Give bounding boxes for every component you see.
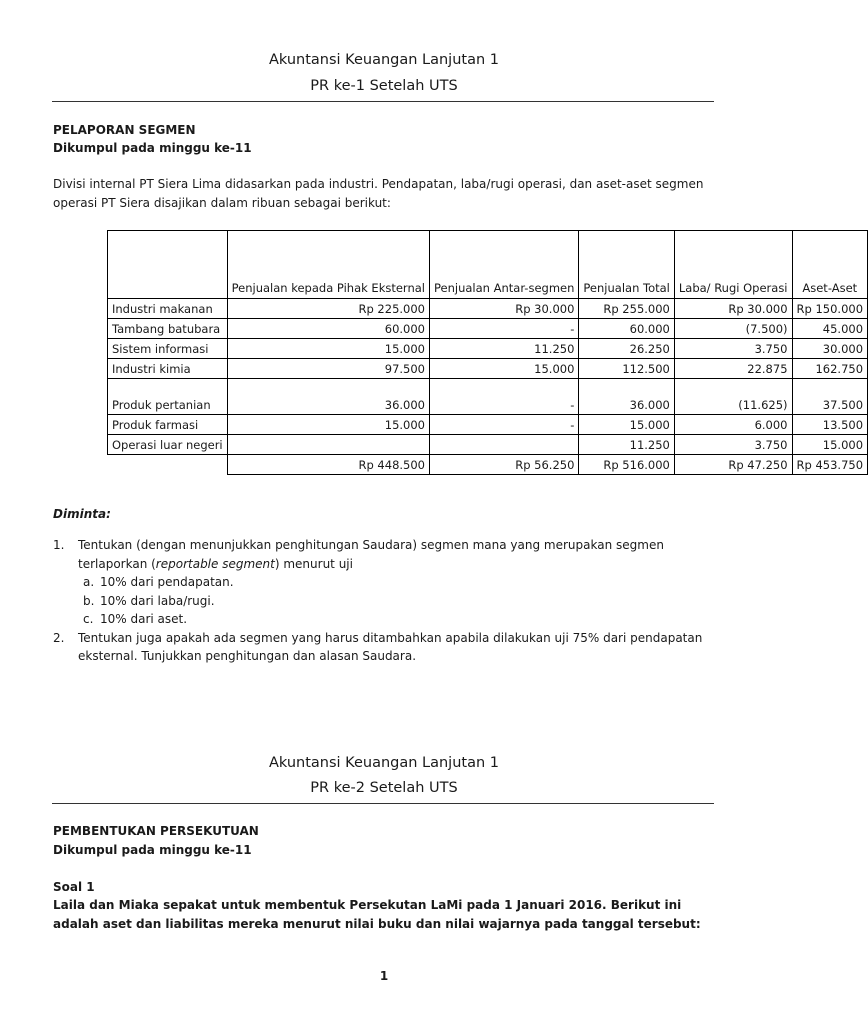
segment-table — [107, 230, 868, 475]
table-row — [108, 379, 868, 415]
section-heading-2: PEMBENTUKAN PERSEKUTUAN — [53, 824, 259, 838]
table-header-row — [108, 231, 868, 299]
table-header-cell — [579, 231, 674, 299]
table-cell: (7.500) — [674, 319, 792, 339]
table-cell: 15.000 — [579, 415, 674, 435]
header-external-sales: Penjualan kepada Pihak Eksternal — [231, 281, 425, 295]
table-total-row — [108, 455, 868, 475]
table-cell: 26.250 — [579, 339, 674, 359]
course-title-1: Akuntansi Keuangan Lanjutan 1 — [268, 52, 500, 68]
table-row — [108, 299, 868, 319]
table-cell: Rp 516.000 — [579, 455, 674, 475]
table-cell: Sistem informasi — [108, 339, 228, 359]
table-cell: Rp 448.500 — [227, 455, 429, 475]
table-cell — [430, 435, 579, 455]
table-cell — [108, 455, 228, 475]
header-intersegment-sales: Penjualan Antar-segmen — [434, 281, 575, 295]
table-cell: Rp 225.000 — [227, 299, 429, 319]
table-cell: 3.750 — [674, 435, 792, 455]
table-row — [108, 319, 868, 339]
table-cell: Rp 453.750 — [792, 455, 868, 475]
table-cell: Rp 30.000 — [430, 299, 579, 319]
table-cell: Produk pertanian — [108, 379, 228, 415]
table-cell: Rp 30.000 — [674, 299, 792, 319]
sub-label: c. — [83, 612, 94, 626]
due-note-2: Dikumpul pada minggu ke-11 — [53, 843, 252, 857]
table-cell: Tambang batubara — [108, 319, 228, 339]
course-title-2: Akuntansi Keuangan Lanjutan 1 — [268, 755, 500, 771]
question-1-sub-a — [83, 573, 713, 592]
table-header-cell — [227, 231, 429, 299]
diminta-label: Diminta: — [53, 507, 111, 521]
intro-paragraph: Divisi internal PT Siera Lima didasarkan pada industri. Pendapatan, laba/rugi operasi, dan aset-aset segmen operasi PT Siera disajikan dalam ribuan sebagai berikut: — [53, 177, 704, 210]
title-rule-2 — [52, 803, 714, 804]
table-cell: 60.000 — [227, 319, 429, 339]
table-cell: 11.250 — [579, 435, 674, 455]
table-cell — [227, 435, 429, 455]
table-cell: 36.000 — [227, 379, 429, 415]
hw-title-2: PR ke-2 Setelah UTS — [310, 780, 458, 796]
table-cell: 15.000 — [227, 415, 429, 435]
question-2 — [53, 629, 713, 666]
table-cell: 15.000 — [430, 359, 579, 379]
hw-title-1: PR ke-1 Setelah UTS — [310, 78, 458, 94]
table-row — [108, 359, 868, 379]
table-cell: - — [430, 379, 579, 415]
table-cell: 15.000 — [227, 339, 429, 359]
table-header-cell — [430, 231, 579, 299]
sub-text: 10% dari laba/rugi. — [100, 593, 215, 608]
table-header-cell — [108, 231, 228, 299]
table-row — [108, 415, 868, 435]
table-header-cell — [792, 231, 868, 299]
table-cell: Rp 47.250 — [674, 455, 792, 475]
page-number: 1 — [379, 969, 389, 983]
table-cell: 15.000 — [792, 435, 868, 455]
header-assets: Aset-Aset — [802, 281, 858, 295]
table-cell: - — [430, 319, 579, 339]
table-cell: 162.750 — [792, 359, 868, 379]
section-heading-1: PELAPORAN SEGMEN — [53, 123, 196, 137]
sub-text: 10% dari pendapatan. — [100, 575, 234, 589]
table-cell: 3.750 — [674, 339, 792, 359]
table-cell: Rp 56.250 — [430, 455, 579, 475]
table-cell: Rp 150.000 — [792, 299, 868, 319]
table-cell: Rp 255.000 — [579, 299, 674, 319]
question-list — [53, 536, 713, 666]
table-cell: 112.500 — [579, 359, 674, 379]
sub-label: a. — [83, 575, 95, 589]
table-cell: Operasi luar negeri — [108, 435, 228, 455]
question-text: Tentukan (dengan menunjukkan penghitungan Saudara) segmen mana yang merupakan segmen terlaporkan (reportable segment) menurut uji — [78, 538, 664, 571]
table-cell: - — [430, 415, 579, 435]
header-total-sales: Penjualan Total — [583, 281, 670, 295]
soal-text: Laila dan Miaka sepakat untuk membentuk Persekutan LaMi pada 1 Januari 2016. Berikut ini adalah aset dan liabilitas mereka menurut nilai buku dan nilai wajarnya pada tanggal tersebut: — [53, 898, 701, 931]
table-cell: Industri makanan — [108, 299, 228, 319]
table-cell: 60.000 — [579, 319, 674, 339]
table-cell: Produk farmasi — [108, 415, 228, 435]
table-cell: 97.500 — [227, 359, 429, 379]
header-operating-profit: Laba/ Rugi Operasi — [678, 281, 788, 295]
question-number: 2. — [53, 630, 65, 645]
question-1 — [53, 536, 713, 573]
due-note-1: Dikumpul pada minggu ke-11 — [53, 141, 252, 155]
table-cell: 37.500 — [792, 379, 868, 415]
table-header-cell — [674, 231, 792, 299]
title-rule-1 — [52, 101, 714, 102]
table-cell: (11.625) — [674, 379, 792, 415]
table-cell: 36.000 — [579, 379, 674, 415]
sub-label: b. — [83, 593, 95, 608]
question-number: 1. — [53, 538, 65, 552]
table-cell: 45.000 — [792, 319, 868, 339]
sub-text: 10% dari aset. — [100, 612, 188, 626]
table-cell: 22.875 — [674, 359, 792, 379]
table-cell: 6.000 — [674, 415, 792, 435]
question-1-sub-c — [83, 610, 713, 629]
table-cell: 11.250 — [430, 339, 579, 359]
question-1-sub-b — [83, 592, 713, 611]
table-cell: 13.500 — [792, 415, 868, 435]
question-text: Tentukan juga apakah ada segmen yang harus ditambahkan apabila dilakukan uji 75% dari pendapatan eksternal. Tunjukkan penghitungan dan alasan Saudara. — [78, 630, 703, 663]
table-row — [108, 339, 868, 359]
table-cell: Industri kimia — [108, 359, 228, 379]
table-row — [108, 435, 868, 455]
table-cell: 30.000 — [792, 339, 868, 359]
soal-label: Soal 1 — [53, 880, 95, 894]
